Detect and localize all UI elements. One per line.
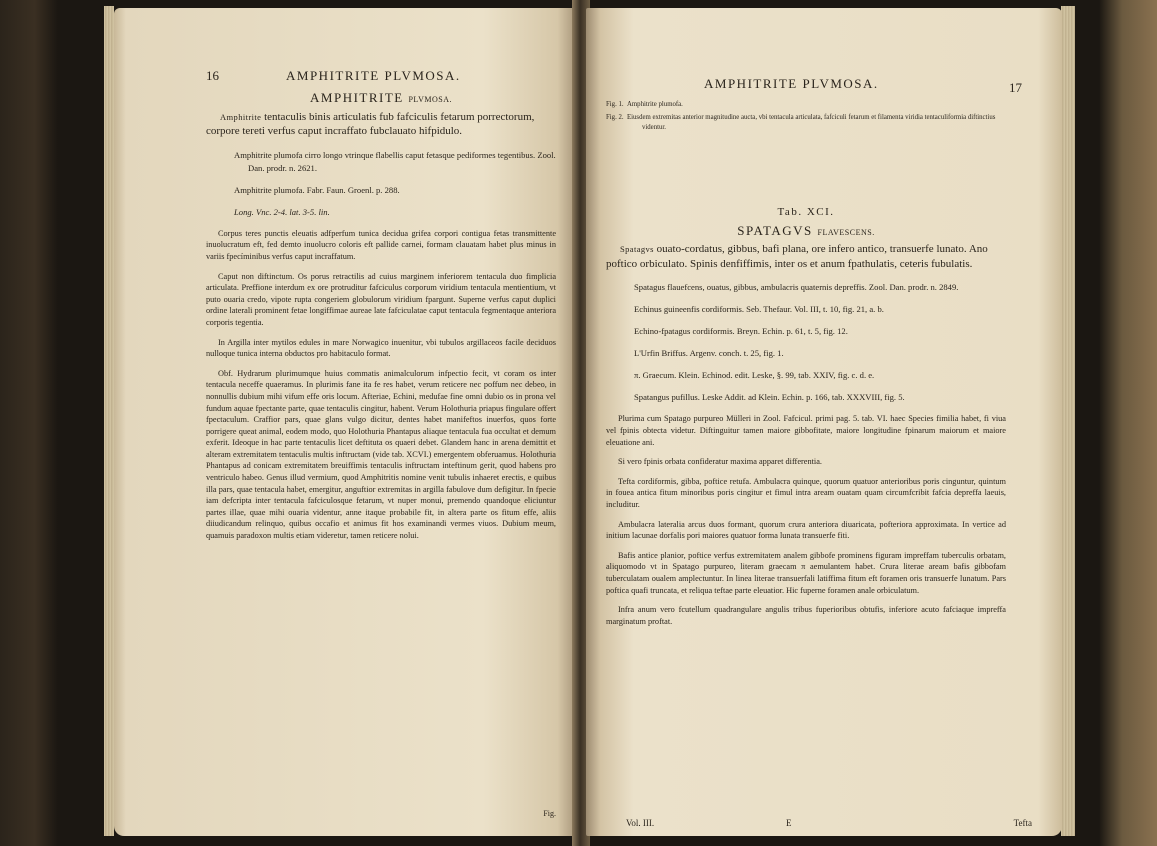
paragraph: Obf. Hydrarum plurimumque huius commatis animalculorum infpectio fecit, vt coram os inter tentacula neceffe quaeramus. In plurimis fane ita fe res habet, verum reticere nec poffum nec debeo, in nonnullis dubium mihi vifum effe oris locum. Afteriae, Echini, medufae fine omni dubio os in prona vel fundum aquae fpectante parte, quae tentaculis cingitur, habent. Verum Holothuria priapus fingulare offert fpectaculum. Craffior pars, quae glans vulgo dicitur, dentes habet manifeftos inuerfos, quos forte porrigere queat animal, eodem modo, quo Holothuria Phantapus aliaque tentacula fua occultat et demum exferit. Ideoque in hac parte tentaculis licet deftituta os quaeri debet. Glandem hanc in arena demittit et alteram extremitatem tentaculis multis inftructam (vide tab. XCVI.) emergentem obferuamus. Holothuria Phantapus ad conicam extremitatem breuiffimis tentaculis inftructam inteftinum gerit, quod habens pro ventriculo habeo. Genus illud vermium, quod Amphitritis nomine venit tubulis inhaeret erectis, e quibus illa pars, quae tentacula habet, emergitur, anguftior extremitas in argilla fabulove dum defigitur. In fpecie iam defcripta inter tentacula fafciculosque fetarum, vt nuper monui, premendo quandoque eliciuntur partes illae, quae mihi ouaria videntur, anne itaque probabile fit, in altera parte os fitum effe, aliis diiudicandum relinquo, quibus occafio et animus fit hos examinandi vermes viuos. Dubium meum, quamuis paradoxon multis etiam videretur, tamen reticere nolui. xyxy=(206,368,556,541)
synonym: L'Urfin Briffus. Argenv. conch. t. 25, fig. 1. xyxy=(634,348,784,359)
synonym: π. Graecum. Klein. Echinod. edit. Leske, §. 99, tab. XXIV, fig. c. d. e. xyxy=(634,370,875,381)
running-head: AMPHITRITE PLVMOSA. xyxy=(704,76,879,91)
left-page-edges xyxy=(104,6,114,836)
right-page xyxy=(586,8,1062,836)
running-head: AMPHITRITE PLVMOSA. xyxy=(286,68,461,83)
catchword: Fig. xyxy=(543,809,556,818)
plate-label: Tab. XCI. xyxy=(777,206,835,218)
synonym: Amphitrite plumofa cirro longo vtrinque flabellis caput fetasque pediformes tegentibus. Zool. Dan. prodr. n. 2621. xyxy=(234,149,556,173)
signature-mark: E xyxy=(786,818,792,828)
right-page-edges xyxy=(1061,6,1075,836)
paragraph: Bafis antice planior, poftice verfus extremitatem analem gibbofe prominens figuram impreffam tuberculis orbatam, aliquomodo vt in Spatago purpureo, literam graecam π aemulantem habet. Crura literae aream bafis gibbofam tuberculatam oualem amplectuntur. In linea literae transuerfali latiffima fitum eft foramen oris transuerfe lunatum. Pars poftica quafi truncata, et reliqua teftae parte eleuatior. Hic fuperne foramen anale orbiculatum. xyxy=(606,550,1006,595)
paragraph: Corpus teres punctis eleuatis adfperfum tunica decidua grifea corpori contigua fetas transmittente inuolucratum eft, fed demto inuolucro coloris eft pallide carnei, formam clauatam habet plus minus in variis fpecíminibus verfus caput incraffatum. xyxy=(206,228,556,261)
synonym: Echino-fpatagus cordiformis. Breyn. Echin. p. 61, t. 5, fig. 12. xyxy=(634,326,848,337)
paragraph: Caput non diftinctum. Os porus retractilis ad cuius marginem inferiorem tentacula duo fimplicia articulata. Preffione interdum ex ore protruditur fafciculus corporum viridium tentacula mentientium, vt puto ouaria credo, vipote rupta congeriem globulorum viridium fpargunt. Superne verfus caput duplici ordine laterali prominent fetae longiffimae aureae late fafciculatae caput tentacula fegmentaque anteriora corporis tegentia. xyxy=(206,271,556,327)
figure-caption: Fig. 2. Eiusdem extremitas anterior magnitudine aucta, vbi tentacula articulata, fafciculi fetarum et filamenta viridia tentaculiformia diftinctius videntur. xyxy=(606,114,996,131)
paragraph: Ambulacra lateralia arcus duos formant, quorum crura anteriora diuaricata, pofteriora approximata. In vertice ad initium lacunae dorfalis pori maiores quatuor forma lunata transuerfe fiti. xyxy=(606,519,1006,541)
synonym: Amphitrite plumofa. Fabr. Faun. Groenl. p. 288. xyxy=(234,184,400,195)
left-body xyxy=(206,90,556,550)
volume-footer: Vol. III. xyxy=(626,818,655,828)
synonym: Echinus guineenfis cordiformis. Seb. Thefaur. Vol. III, t. 10, fig. 21, a. b. xyxy=(634,304,884,315)
measurement: Long. Vnc. 2-4. lat. 3-5. lin. xyxy=(234,206,330,217)
species-title: AMPHITRITE PLVMOSA. xyxy=(310,90,452,105)
page-number: 17 xyxy=(1009,80,1022,95)
synonym: Spatangus pufillus. Leske Addit. ad Klein. Echin. p. 166, tab. XXXVIII, fig. 5. xyxy=(634,392,905,403)
catchword: Tefta xyxy=(1013,818,1032,828)
species-title: SPATAGVS FLAVESCENS. xyxy=(737,222,875,238)
figure-caption: Fig. 1. Amphitrite plumofa. xyxy=(606,101,683,108)
paragraph: Si vero fpinis orbata confideratur maxima apparet differentia. xyxy=(618,457,822,467)
paragraph: Infra anum vero fcutellum quadrangulare angulis tribus fuperioribus obtufis, inferiore acuto fafciaque impreffa marginatum proftat. xyxy=(606,605,1006,626)
paragraph: In Argilla inter mytilos edules in mare Norwagico inuenitur, vbi tubulos argillaceos facile deciduos nulloque tunica interna obductos pro habitaculo format. xyxy=(206,337,556,359)
paragraph: Plurima cum Spatago purpureo Mülleri in Zool. Fafcicul. primi pag. 5. tab. VI. haec Species fimilia habet, fi viua vel fpinis obtecta videtur. Diftinguitur tamen maiore gibbofitate, maiore longitudine fpinarum maiorum et maiore eleuatione ani. xyxy=(606,414,1006,447)
right-body xyxy=(606,100,1006,635)
page-number: 16 xyxy=(206,68,219,83)
left-page xyxy=(114,8,576,836)
diagnosis: Amphitrite tentaculis binis articulatis fub fafciculis fetarum porrectorum, corpore tereti verfus caput incraffato fubclauato hifpidulo. xyxy=(206,110,535,138)
diagnosis: Spatagvs ouato-cordatus, gibbus, bafi plana, ore infero antico, transuerfe lunato. Ano poftico orbiculato. Spinis denfiffimis, inter os et anum fpathulatis, ceteris fubulatis. xyxy=(606,243,988,270)
paragraph: Tefta cordiformis, gibba, poftice retufa. Ambulacra quinque, quorum quatuor anterioribus poris cinguntur, quintum in fouea antica fitum minoribus poris cingitur et fimul intra aream ouatam quam circumfcribit fafcia depreffa laeuis, includitur. xyxy=(606,476,1006,509)
synonym: Spatagus flauefcens, ouatus, gibbus, ambulacris quaternis depreffis. Zool. Dan. prodr. n. 2849. xyxy=(634,282,959,293)
